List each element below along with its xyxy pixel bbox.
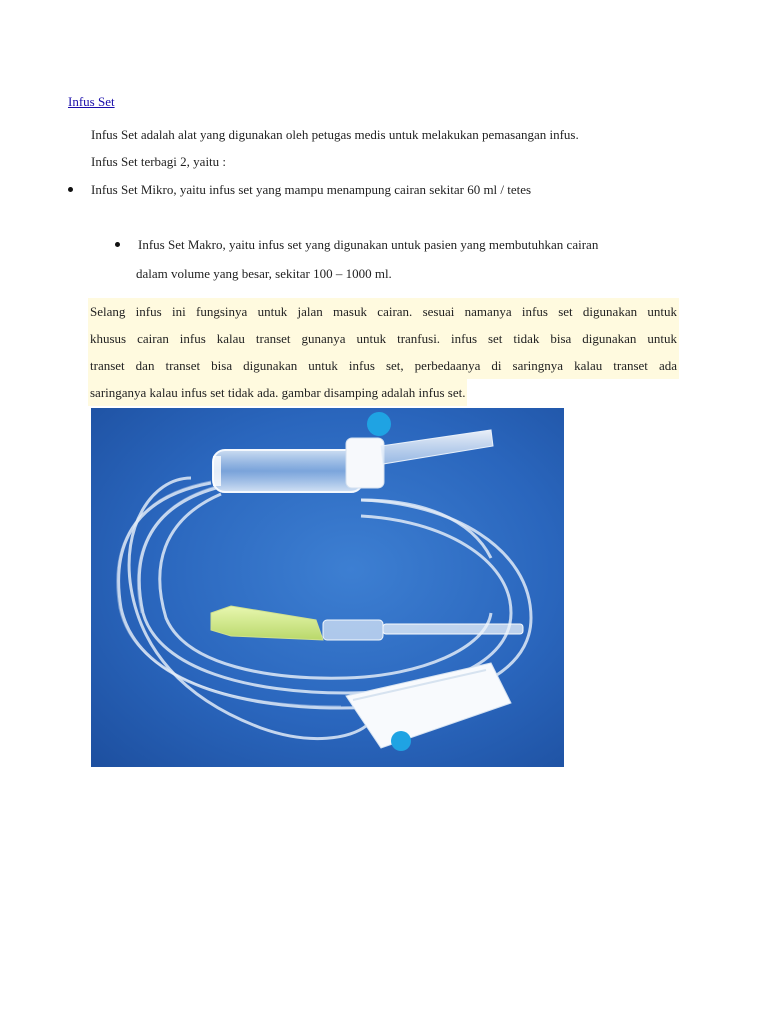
infusion-set-illustration: [91, 408, 564, 767]
bullet-item-makro: [115, 230, 675, 288]
highlight-line: khusus cairan infus kalau transet gunanya untuk tranfusi. infus set tidak bisa digunakan untuk: [88, 325, 679, 352]
infusion-set-photo: [91, 408, 564, 767]
bullet-dot-icon: [115, 242, 120, 247]
bullet-text-makro-line2: dalam volume yang besar, sekitar 100 – 1000 ml.: [136, 266, 392, 281]
bullet-text-makro-line1: Infus Set Makro, yaitu infus set yang digunakan untuk pasien yang membutuhkan cairan: [138, 237, 599, 252]
bullet-item-mikro: [68, 182, 531, 198]
bullet-dot-icon: [68, 187, 73, 192]
highlight-line: transet dan transet bisa digunakan untuk infus set, perbedaanya di saringnya kalau transet ada: [88, 352, 679, 379]
heading-link[interactable]: Infus Set: [68, 94, 115, 109]
highlight-line: Selang infus ini fungsinya untuk jalan masuk cairan. sesuai namanya infus set digunakan untuk: [88, 298, 679, 325]
types-paragraph: Infus Set terbagi 2, yaitu :: [91, 154, 227, 169]
highlighted-paragraph: [88, 298, 679, 406]
highlight-line: saringanya kalau infus set tidak ada. gambar disamping adalah infus set.: [88, 379, 467, 406]
bullet-text-mikro: Infus Set Mikro, yaitu infus set yang mampu menampung cairan sekitar 60 ml / tetes: [91, 182, 532, 197]
intro-paragraph: Infus Set adalah alat yang digunakan oleh petugas medis untuk melakukan pemasangan infus.: [91, 127, 579, 142]
